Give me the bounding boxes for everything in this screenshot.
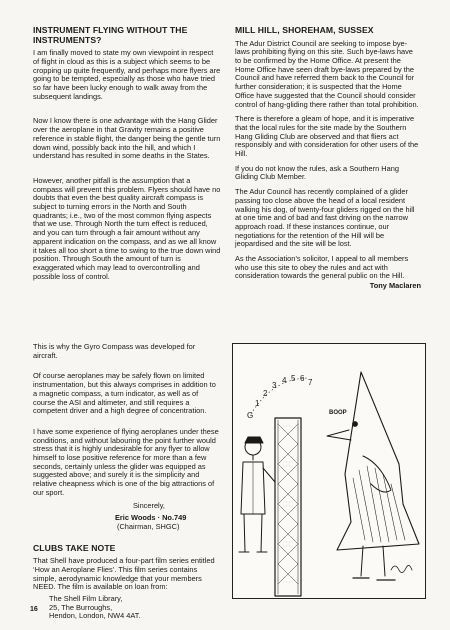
- dial-digit: 2: [263, 389, 268, 398]
- paragraph: However, another pitfall is the assumption that a compass will prevent this problem. Flyers should have no doubts that even the best quality aircraft compass is subject to turning errors in the North and South quadrants; i.e., two of the most common flying aspects that we use. Through North the turn effect is reduced, and you can turn through a fair amount without any apparent indication on the compass, and as we all know it takes all too short a time to swing to the true down wind position. Through South the amount of turn is exaggerated which may lead to overcontrolling and possible loss of control.: [33, 175, 221, 281]
- article-heading-clubs: CLUBS TAKE NOTE: [33, 542, 116, 553]
- address-block: [49, 595, 221, 621]
- cartoon-illustration: [232, 343, 426, 599]
- signer-role: (Chairman, SHGC): [117, 521, 180, 531]
- signature-block: [115, 502, 221, 532]
- lower-left-column: [33, 343, 221, 621]
- closing: Sincerely,: [133, 500, 165, 510]
- paragraph: Now I know there is one advantage with the Hang Glider over the aeroplane in that Gravity remains a positive reference in stable flight, the danger being the gentle turn down wind, possibly back into the hill, and which I understand has resulted in some deaths in the States.: [33, 116, 221, 161]
- dial-digit: G: [247, 411, 254, 420]
- article-heading-mill-hill: MILL HILL, SHOREHAM, SUSSEX: [235, 25, 374, 35]
- dial-digit: 4: [282, 376, 287, 385]
- cartoon-drawing: [233, 344, 425, 598]
- paragraph: That Shell have produced a four-part film series entitled ‘How an Aeroplane Flies’. This film series contains simple, aerodynamic knowledge that your members NEED. The film is available on loan from:: [33, 556, 215, 592]
- paragraph: As the Association’s solicitor, I appeal to all members who use this site to obey the rules and act with consideration towards the general public on the Hill.: [235, 254, 409, 281]
- page-number: 16: [30, 606, 38, 613]
- right-column: [235, 26, 421, 291]
- dial-digit: 1: [255, 399, 260, 408]
- signer-name: Eric Woods · No.749: [115, 513, 187, 523]
- paragraph: There is therefore a gleam of hope, and it is imperative that the local rules for the site made by the Southern Hang Gliding Club are observed and that fliers act responsibly and with consideration for other users of the Hill.: [235, 114, 419, 159]
- dial-digit: 5: [291, 374, 296, 383]
- paragraph: The Adur District Council are seeking to impose bye-laws prohibiting flying on this site. Such bye-laws have to be confirmed by the Home Office. At present the Home Office have seen draft bye-laws prepared by the Council and have referred them back to the Council for further consideration; it is suspected that the Home Office have suggested that the Council should consider control of hang-gliding there rather than total prohibition.: [235, 38, 419, 109]
- paragraph: This is why the Gyro Compass was developed for aircraft.: [33, 342, 196, 360]
- dial-digit: 6: [300, 374, 305, 383]
- author-name: Tony Maclaren: [369, 281, 421, 291]
- dial-digit: 7: [308, 378, 313, 387]
- dial-digit: 3: [272, 381, 277, 390]
- paragraph: The Adur Council has recently complained of a glider passing too close above the head of a local resident walking his dog, of twenty-four gliders rigged on the hill at one time and of bad and fast driving on the narrow approach road. If these instances continue, our negotiations for the retention of the Hill will be jeopardised and the site will be lost.: [235, 187, 415, 249]
- paragraph: I have some experience of flying aeroplanes under these conditions, and without labouring the point further would stress that it is highly undesirable for any flyer to allow himself to lose positive reference for more than a few seconds, certainly unless the glider was equipped as suggested above; and surely it is the simplicity and relative cheapness which is one of the big attractions of our sport.: [33, 426, 219, 497]
- left-column: [33, 26, 221, 287]
- address-line: 25, The Burroughs,: [49, 602, 113, 612]
- address-line: The Shell Film Library,: [49, 594, 123, 604]
- article-heading-instrument-flying: INSTRUMENT FLYING WITHOUT THE INSTRUMENTS?: [33, 25, 188, 45]
- sound-label: BOOP: [329, 410, 347, 416]
- paragraph: I am finally moved to state my own viewpoint in respect of flight in cloud as this is a subject which seems to be cropping up quite frequently, and perhaps more flyers are going to be tempted, especially as those who have tried so far have been lucky enough to walk away from the subsequent landings.: [33, 48, 221, 101]
- address-line: Hendon, London, NW4 4AT.: [49, 611, 141, 621]
- paragraph: Of course aeroplanes may be safely flown on limited instrumentation, but this always comprises in addition to a magnetic compass, a turn indicator, as well as of course the ASI and altimeter, and still requires a competent driver and a high degree of concentration.: [33, 371, 216, 416]
- paragraph: If you do not know the rules, ask a Southern Hang Gliding Club Member.: [235, 163, 399, 182]
